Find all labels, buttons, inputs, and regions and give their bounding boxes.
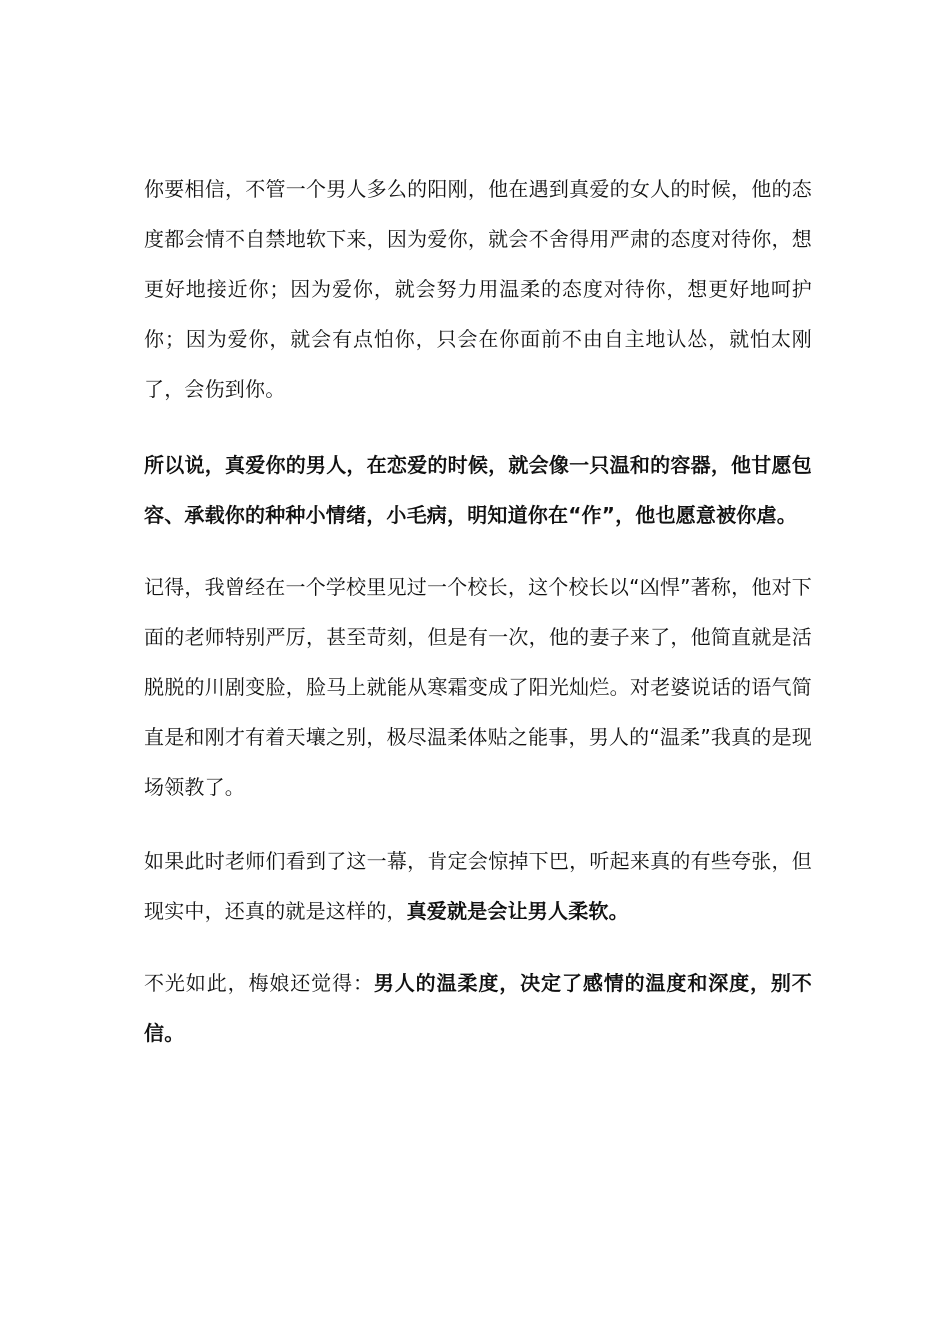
paragraph-4 xyxy=(144,836,812,936)
paragraph-5-bold-text: 男人的温柔度，决定了感情的温度和深度，别不信。 xyxy=(144,971,813,1045)
paragraph-1: 你要相信，不管一个男人多么的阳刚，他在遇到真爱的女人的时候，他的态度都会情不自禁地软下来，因为爱你，就会不舍得用严肃的态度对待你，想更好地接近你；因为爱你，就会努力用温柔的态度对待你，想更好地呵护你；因为爱你，就会有点怕你，只会在你面前不由自主地认怂，就怕太刚了，会伤到你。 xyxy=(144,177,812,401)
paragraph-4-normal-text: 如果此时老师们看到了这一幕，肯定会惊掉下巴，听起来真的有些夸张，但现实中，还真的就是这样的， xyxy=(144,849,812,923)
paragraph-2-bold: 所以说，真爱你的男人，在恋爱的时候，就会像一只温和的容器，他甘愿包容、承载你的种种小情绪，小毛病，明知道你在“作”，他也愿意被你虐。 xyxy=(144,453,812,527)
paragraph-5 xyxy=(144,958,812,1058)
paragraph-3: 记得，我曾经在一个学校里见过一个校长，这个校长以“凶悍”著称，他对下面的老师特别严厉，甚至苛刻，但是有一次，他的妻子来了，他简直就是活脱脱的川剧变脸，脸马上就能从寒霜变成了阳光灿烂。对老婆说话的语气简直是和刚才有着天壤之别，极尽温柔体贴之能事，男人的“温柔”我真的是现场领教了。 xyxy=(144,575,812,799)
paragraph-5-normal-text: 不光如此，梅娘还觉得： xyxy=(144,971,374,995)
document-body xyxy=(144,164,812,1082)
paragraph-4-bold-text: 真爱就是会让男人柔软。 xyxy=(406,899,629,923)
